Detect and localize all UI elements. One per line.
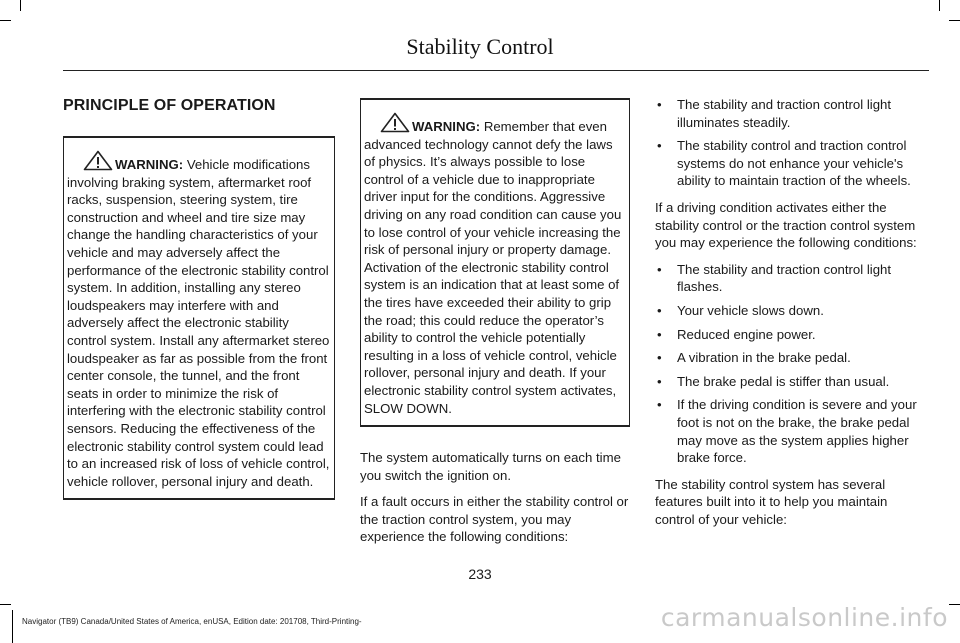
bullet-glyph: • — [657, 302, 662, 318]
list-item-text: The stability control and traction control systems do not enhance your vehicle's ability to maintain traction of the wheels. — [677, 138, 911, 189]
section-heading: PRINCIPLE OF OPERATION — [63, 97, 276, 114]
page-header-title: Stability Control — [406, 34, 554, 59]
column-1 — [63, 96, 335, 500]
bullet-glyph: • — [657, 138, 662, 154]
bullet-list-fault — [655, 96, 930, 190]
paragraph: If a driving condition activates either the stability control or the traction control system you may experience the following conditions: — [655, 199, 917, 251]
crop-mark-top-left-v — [20, 0, 21, 11]
bullet-list-activation — [655, 261, 930, 467]
list-item-text: The brake pedal is stiffer than usual. — [677, 373, 890, 389]
warning-label: WARNING: — [412, 119, 481, 134]
bullet-glyph: • — [657, 261, 662, 277]
header-divider — [63, 70, 929, 71]
list-item — [655, 373, 930, 391]
warning-text-block — [67, 150, 331, 490]
warning-box-2 — [360, 98, 630, 427]
list-item-text: The stability and traction control light illuminates steadily. — [677, 97, 892, 130]
crop-mark-bottom-left-v — [12, 610, 13, 643]
list-item — [655, 261, 930, 296]
bullet-glyph: • — [657, 97, 662, 112]
column-3 — [655, 96, 930, 537]
crop-mark-top-right-h — [949, 20, 960, 21]
bullet-glyph: • — [657, 350, 662, 366]
list-item-text: If the driving condition is severe and your foot is not on the brake, the brake pedal may move as the system applies higher brake force. — [677, 397, 917, 466]
list-item — [655, 349, 930, 367]
warning-triangle-icon — [83, 150, 113, 171]
warning-triangle-icon — [380, 112, 410, 133]
bullet-glyph: • — [657, 397, 662, 413]
paragraph: If a fault occurs in either the stability control or the traction control system, you may experience the following conditions: — [360, 494, 629, 545]
list-item — [655, 326, 930, 344]
bullet-glyph: • — [657, 326, 662, 342]
warning-box-1 — [63, 136, 335, 500]
crop-mark-bottom-left-h — [0, 604, 11, 605]
paragraph: The stability control system has several features built into it to help you maintain control of your vehicle: — [655, 476, 888, 527]
list-item-text: A vibration in the brake pedal. — [677, 350, 851, 366]
bullet-glyph: • — [657, 373, 662, 389]
list-item-text: The stability and traction control light flashes. — [677, 261, 892, 295]
warning-text-block — [364, 112, 626, 417]
list-item — [655, 137, 930, 190]
crop-mark-bottom-right-h — [949, 604, 960, 605]
crop-mark-top-left-h — [0, 20, 11, 21]
page-number: 233 — [468, 566, 492, 582]
warning-body: Vehicle modifications involving braking system, aftermarket roof racks, suspension, steering system, tire construction and wheel and tire size may change the handling characteristics of your vehicle and may adversely affect the performance of the electronic stability control system. In addition, installing any stereo loudspeakers may interfere with and adversely affect the electronic stability control system. Install any aftermarket stereo loudspeaker as far as possible from the front center console, the tunnel, and the front seats in order to minimize the risk of interfering with the electronic stability control sensors. Reducing the effectiveness of the electronic stability control system could lead to an increased risk of loss of vehicle control, vehicle rollover, personal injury and death. — [67, 157, 330, 489]
list-item-text: Your vehicle slows down. — [677, 302, 824, 318]
footer-edition-info: Navigator (TB9) Canada/United States of America, enUSA, Edition date: 201708, Third-Printing- — [22, 617, 362, 626]
list-item — [655, 396, 930, 466]
list-item-text: Reduced engine power. — [677, 326, 816, 342]
list-item — [655, 302, 930, 320]
column-2 — [360, 96, 630, 555]
warning-body: Remember that even advanced technology cannot defy the laws of physics. It’s always possible to lose control of a vehicle due to inappropriate driver input for the conditions. Aggressive driving on any road condition can cause you to lose control of your vehicle increasing the risk of personal injury or property damage. Activation of the electronic stability control system is an indication that at least some of the tires have exceeded their ability to grip the road; this could reduce the operator’s ability to control the vehicle potentially resulting in a loss of vehicle control, vehicle rollover, personal injury and death. If your electronic stability control system activates, SLOW DOWN. — [364, 119, 622, 416]
list-item — [655, 96, 930, 131]
warning-label: WARNING: — [115, 157, 184, 172]
crop-mark-top-right-v — [939, 0, 940, 11]
watermark: carmanualsonline.info — [660, 603, 948, 632]
paragraph: The system automatically turns on each time you switch the ignition on. — [360, 450, 621, 483]
